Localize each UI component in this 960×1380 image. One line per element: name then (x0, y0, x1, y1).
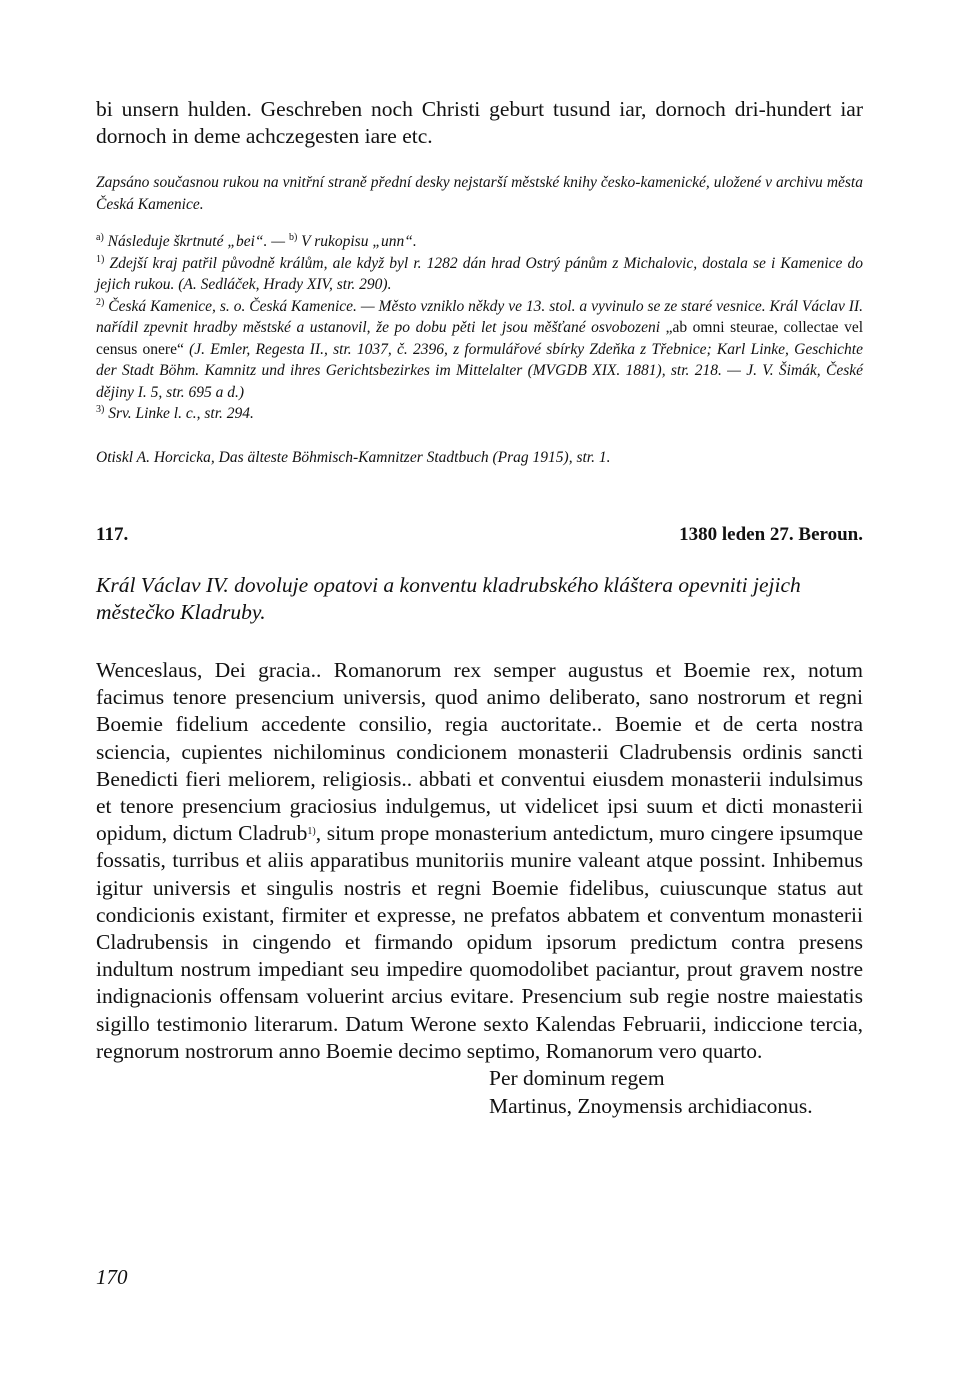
document-header (96, 524, 863, 546)
footnote-2-mark: 2) (96, 296, 105, 308)
body-footnote-mark: 1) (307, 826, 316, 838)
footnote-2-quote: „ab omni steurae, collectae vel census onere“ (96, 319, 864, 358)
signature (489, 1065, 863, 1120)
document-number: 117. (96, 524, 129, 545)
footnote-1-mark: 1) (96, 253, 105, 265)
page-number: 170 (96, 1265, 128, 1289)
source-note: Zapsáno současnou rukou na vnitřní straně přední desky nejstarší městské knihy česko-kamenické, uložené v archivu města Česká Kamenice. (96, 174, 863, 213)
footnote-2-text-before: Česká Kamenice, s. o. Česká Kamenice. — Město vzniklo někdy ve 13. stol. a vyvinulo se ze staré vesnice. Král Václav II. nařídil zpevnit hradby městské a ustanovil, že po dobu pěti let jsou měšťané osvobozeni (96, 297, 864, 336)
signature-line-2: Martinus, Znoymensis archidiaconus. (489, 1093, 813, 1118)
note-b-text: V rukopisu „unn“. (301, 233, 417, 250)
note-dash: — (271, 233, 286, 250)
document-body (96, 657, 863, 1065)
signature-line-1: Per dominum regem (489, 1066, 665, 1091)
page-content (96, 96, 863, 1120)
document-regest: Král Václav IV. dovoluje opatovi a konventu kladrubského kláštera opevniti jejich městečko Kladruby. (96, 573, 801, 624)
document-date-place: 1380 leden 27. Beroun. (679, 524, 863, 545)
footnotes-block (96, 231, 863, 425)
note-mark-b: b) (288, 232, 298, 243)
source-note-block (96, 172, 863, 215)
footnote-3-mark: 3) (96, 404, 105, 415)
footnote-2 (96, 296, 863, 404)
footnote-1-text: Zdejší kraj patřil původně králům, ale když byl r. 1282 dán hrad Ostrý pánům z Michalovic, dostala se i Kamenice do jejich rukou. (A. Sedláček, Hrady XIV, str. 290). (96, 254, 863, 293)
note-mark-a: a) (96, 232, 104, 243)
footnote-2-text-after: (J. Emler, Regesta II., str. 1037, č. 2396, z formulářové sbírky Zdeňka z Třebnice; Karl Linke, Geschichte der Stadt Böhm. Kamnitz und ihres Gerichtsbezirkes im Mittelalter (MVGDB XIX. 1881), str. 218. — J. V. Šimák, České dějiny I. 5, str. 695 a d.) (96, 340, 863, 401)
body-part-2: , situm prope monasterium antedictum, muro cingere ipsumque fossatis, turribus et aliis apparatibus munitoriis munire valeant atque possint. Inhibemus igitur universis et singulis nostris et regni Boemie fidelibus, cuiuscunque status aut condicionis existant, firmiter et expresse, ne prefatos abbatem et conventum monasterii Cladrubensis in cingendo et firmando opidum ipsorum predictum contra presens indultum nostrum impediant seu impedire quomodolibet paciantur, prout gravem nostre indignacionis offensam voluerint arcius evitare. Presencium sub regie nostre maiestatis sigillo testimonio literarum. Datum Werone sexto Kalendas Februarii, indiccione tercia, regnorum nostrorum anno Boemie decimo septimo, Romanorum vero quarto. (96, 821, 863, 1063)
print-note: Otiskl A. Horcicka, Das älteste Böhmisch-Kamnitzer Stadtbuch (Prag 1915), str. 1. (96, 448, 611, 466)
footnote-3 (96, 403, 863, 425)
textual-notes (96, 231, 863, 253)
body-part-1: Wenceslaus, Dei gracia.. Romanorum rex semper augustus et Boemie rex, notum facimus tenore presencium universis, quod animo deliberato, sano nostrorum et regni Boemie fidelium accedente consilio, regia auctoritate.. Boemie et de certa nostra sciencia, cupientes nichilominus condicionem monasterii Cladrubensis ordinis sancti Benedicti fieri meliorem, religiosis.. abbati et conventui eiusdem monasterii indulsimus et tenore presencium graciosius indulgemus, ut videlicet ipsi suum et dicti monasterii opidum, dictum Cladrub (96, 658, 863, 846)
footnote-1 (96, 253, 863, 296)
note-a-text: Následuje škrtnuté „bei“. (107, 233, 268, 250)
footnote-3-text: Srv. Linke l. c., str. 294. (108, 405, 254, 422)
previous-document-ending: bi unsern hulden. Geschreben noch Christi geburt tusund iar, dornoch dri-hundert iar dornoch in deme achczegesten iare etc. (96, 97, 863, 148)
